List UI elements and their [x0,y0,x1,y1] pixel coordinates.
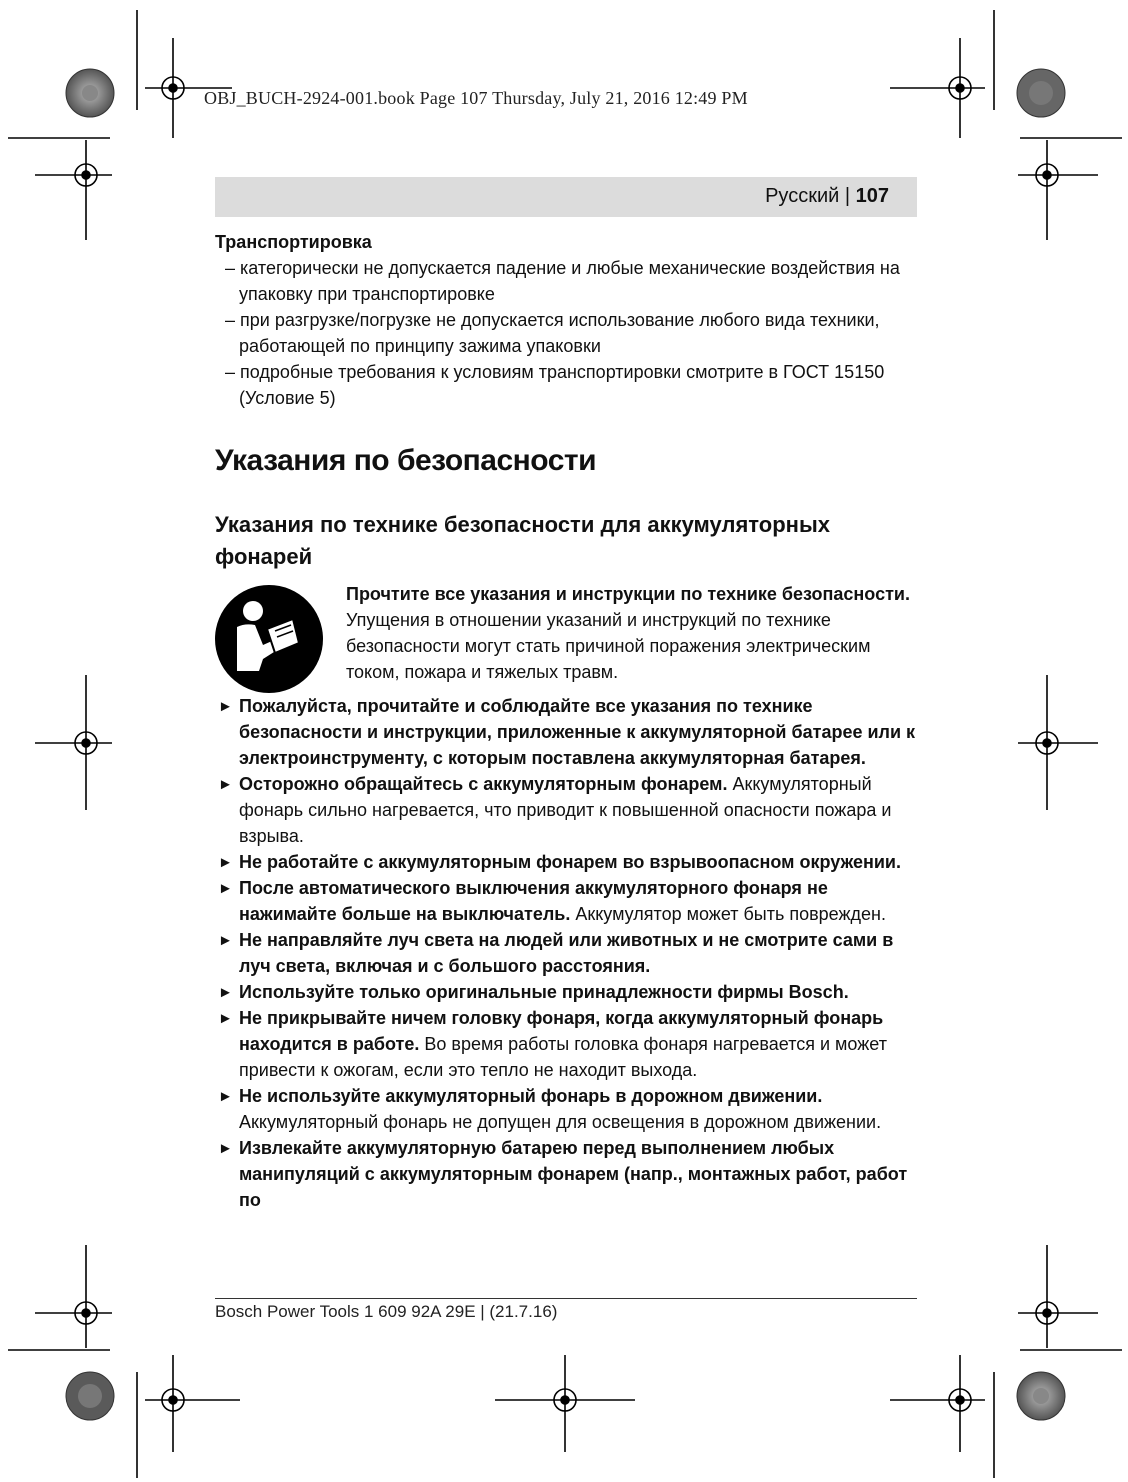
crosshair-left-2 [35,675,112,810]
separator: | [839,185,856,207]
page-number: 107 [855,185,889,207]
page-header-band [215,177,917,217]
safety-bullet [215,771,920,849]
safety-bullet [215,927,920,979]
bullet-bold: Не прикрывайте ничем головку фонаря, когда аккумуляторный фонарь находится в работе. [239,1008,884,1054]
warning-regular: Упущения в отношении указаний и инструкций по технике безопасности могут стать причиной поражения электрическим током, пожара и тяжелых травм. [346,610,871,682]
bullet-bold: Не направляйте луч света на людей или животных и не смотрите сами в луч света, включая и с большого расстояния. [239,930,894,976]
bullet-arrow-icon: ► [218,880,233,897]
safety-bullet [215,693,920,771]
bullet-arrow-icon: ► [218,1010,233,1027]
page-header-text [765,185,889,208]
section-title: Указания по безопасности [215,444,597,477]
language-label: Русский [765,185,840,207]
section-subtitle: Указания по технике безопасности для аккумуляторных фонарей [215,512,830,569]
target-disc-top-left [66,69,114,117]
bullet-arrow-icon: ► [218,1140,233,1157]
bullet-bold: Не используйте аккумуляторный фонарь в дорожном движении. [239,1086,823,1106]
crosshair-bottom-left [145,1355,240,1452]
safety-bullet [215,875,920,927]
read-manual-icon [215,585,323,693]
general-warning-text [346,581,921,685]
safety-bullet [215,1083,920,1135]
bullet-arrow-icon: ► [218,984,233,1001]
page-footer: Bosch Power Tools 1 609 92A 29E | (21.7.16) [215,1302,558,1321]
transport-heading: Транспортировка [215,232,372,252]
safety-bullet [215,849,920,875]
transport-item: – подробные требования к условиям транспортировки смотрите в ГОСТ 15150 (Условие 5) [225,362,885,408]
bullet-arrow-icon: ► [218,698,233,715]
crosshair-right-2 [1018,675,1098,810]
crosshair-bottom-right [890,1355,985,1452]
bullet-bold: Используйте только оригинальные принадлежности фирмы Bosch. [239,982,849,1002]
target-disc-bottom-left [66,1372,114,1420]
bullet-bold: После автоматического выключения аккумуляторного фонаря не нажимайте больше на выключатель. [239,878,828,924]
target-disc-top-right [1017,69,1065,117]
crosshair-right-1 [1018,140,1098,240]
crosshair-left-1 [35,140,112,240]
page-content [215,229,920,1213]
safety-bullet [215,1135,920,1213]
crosshair-bottom-center [495,1355,635,1452]
print-header: OBJ_BUCH-2924-001.book Page 107 Thursday, July 21, 2016 12:49 PM [204,88,748,108]
transport-item: – при разгрузке/погрузке не допускается использование любого вида техники, работающей по принципу зажима упаковки [225,310,880,356]
crosshair-right-3 [1018,1245,1098,1348]
general-warning [215,581,920,693]
transport-item: – категорически не допускается падение и любые механические воздействия на упаковку при транспортировке [225,258,900,304]
bullet-bold: Не работайте с аккумуляторным фонарем во взрывоопасном окружении. [239,852,902,872]
bullet-text: Во время работы головка фонаря нагревается и может привести к ожогам, если это тепло не находит выхода. [239,1034,887,1080]
bullet-arrow-icon: ► [218,776,233,793]
bullet-arrow-icon: ► [218,1088,233,1105]
bullet-bold: Извлекайте аккумуляторную батарею перед выполнением любых манипуляций с аккумуляторным фонарем (напр., монтажных работ, работ по [239,1138,908,1210]
safety-bullet [215,979,920,1005]
crosshair-left-3 [35,1245,112,1348]
safety-bullet [215,1005,920,1083]
target-disc-bottom-right [1017,1372,1065,1420]
bullet-arrow-icon: ► [218,854,233,871]
footer-rule [215,1298,917,1299]
crosshair-top-right [890,38,985,138]
bullet-text: Аккумулятор может быть поврежден. [570,904,886,924]
bullet-bold: Пожалуйста, прочитайте и соблюдайте все указания по технике безопасности и инструкции, приложенные к аккумуляторной батарее или к электроинструменту, с которым поставлена аккумуляторная батарея. [239,696,916,768]
bullet-text: Аккумуляторный фонарь сильно нагревается, что приводит к повышенной опасности пожара и взрыва. [239,774,892,846]
bullet-arrow-icon: ► [218,932,233,949]
bullet-text: Аккумуляторный фонарь не допущен для освещения в дорожном движении. [239,1112,882,1132]
bullet-bold: Осторожно обращайтесь с аккумуляторным фонарем. [239,774,728,794]
warning-bold: Прочтите все указания и инструкции по технике безопасности. [346,584,910,604]
